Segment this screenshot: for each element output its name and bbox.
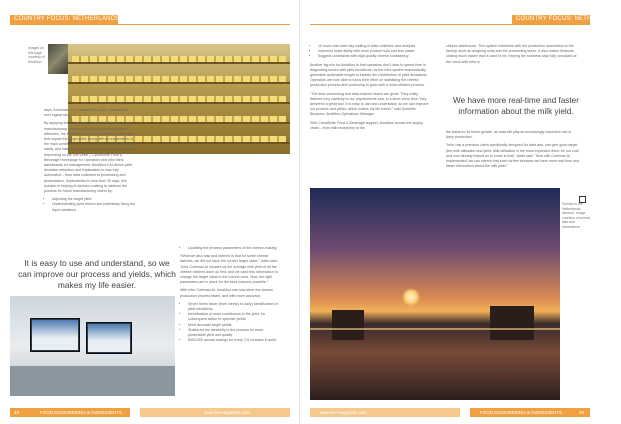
list-item: • €500,000 annual savings for every 1% increase in yield — [188, 338, 280, 343]
right-column-2-text — [446, 44, 580, 68]
bullet-list-c — [180, 302, 280, 344]
right-page — [300, 0, 621, 424]
list-item: • 10 hours lost each day waiting in data collection and analysis — [318, 44, 430, 49]
body-paragraph: Another big win for AmaMoo is that operators don't have to spend time in diagnosing issues with yield deviations, as the Infor system automatically generates actionable insight to explain the contributors to yield deviations. Operators are now able to focus their effort on stabilising the cheese production process and continuing to grow with a more efficient process. — [310, 62, 428, 88]
list-item: • Seven times faster (from weekly to daily) identification of yield deviations — [188, 302, 280, 312]
list-item: • Updating the process parameters of the cheese-making — [188, 246, 280, 251]
list-item: • More accurate target yields — [188, 323, 280, 328]
footer-page-number: 48 — [14, 410, 20, 415]
middle-column-text — [180, 246, 280, 346]
list-item: • Identification of main contributors to the yield, for subsequent action to optimise yields — [188, 312, 280, 322]
left-page — [0, 0, 300, 424]
header-section-label: COUNTRY FOCUS: NETHERLANDS — [512, 15, 590, 24]
left-column-text — [44, 108, 136, 216]
list-item: • Understanding yield drivers and potentially fixing the input variations — [52, 202, 136, 212]
image-credit-caption: Images on this page courtesy of AmaMoo — [28, 46, 45, 64]
pull-quote: It is easy to use and understand, so we can improve our process and yields, which makes my life easier. — [18, 258, 176, 290]
list-item: • Adjusting the target yield — [52, 197, 136, 202]
right-column-2-lower-text — [446, 130, 580, 172]
body-paragraph: cheese warehouse. This system interfaces with the production automation in the factory, such as weighing units and the proceeding lanes. It also makes financial closing much easier than it used to be, helping the business stay fully compliant at the cloud with Infor is — [446, 44, 577, 64]
intro-paragraph: days. Automation is in AmaMoo's nature, that was the next logical step. — [44, 108, 130, 118]
body-paragraph: With Infor Coleman AI, AmaMoo can now steer the cheese production process faster, and with more accuracy: — [180, 288, 274, 298]
body-paragraph: the basis for its future growth, as data will play an increasingly important role in dairy production. — [446, 130, 572, 140]
photo-caption: Sunrise in the Netherlands, inbound. Image courtesy of sunset-lake and dreamstime — [562, 202, 591, 229]
header-section-label: COUNTRY FOCUS: NETHERLANDS — [10, 15, 118, 24]
header-rule — [10, 24, 290, 25]
right-column-1-text — [310, 44, 430, 134]
small-photo — [48, 44, 68, 74]
body-paragraph: "The time-consuming and data-science teams are great. They really listened very carefully to our requirements and, in a short client time, they delivered a great tool. It is easy to use and understand, so we can improve our process and yields, which makes my life easier," said Quintelle Bloopers, AmaMoo Operations Manager. — [310, 91, 429, 117]
bullet-list-a — [44, 197, 136, 213]
footer-magazine-name: FOOD ENGINEERING & INGREDIENTS — [480, 410, 563, 415]
footer-magazine-name: FOOD ENGINEERING & INGREDIENTS — [40, 410, 123, 415]
footer-url: www.fei-magazine.com — [204, 410, 251, 415]
list-item: • Suggest constraints with high-quality cheese consistency — [318, 54, 430, 59]
body-paragraph: "Infor has a premium client-specifically designed for data and, can give good target (the milk utilisation and yield. Milk utilisation is the most important driver for our cost, and now already helped us to come in that," Aarts said. "Now with Coleman AI implemented, we can stretch that even further because we have more real-time and faster information about the milk yield." — [446, 143, 580, 169]
office-photo — [10, 296, 175, 396]
list-item: • Shattered the variability in the process for more predictable yield and quality — [188, 328, 280, 338]
footer-page-number: 49 — [579, 410, 585, 415]
top-bullet-list — [310, 44, 430, 60]
body-paragraph: "What we also saw and learned is that for some cheese batches, we did not have the correct target value," Aarts said. "Infor Coleman AI showed us the average milk yield of all the cheese batches done up first, and we used this information to change the target value to the correct ones. Now, the right parameters are in place for the best outcome possible." — [180, 254, 278, 285]
sunset-lake-photo — [310, 188, 560, 400]
pull-quote: We have more real-time and faster information about the milk yield. — [453, 96, 579, 116]
body-paragraph: By applying Infor Coleman AI-based intelligence to point manufacturing order schedules and other production attributes, the Machine Learning model detects batches that impact the target yield, along with an explanation of the main contributors to the calculation. This process can easily, and insights are delivered through Rule & Interface depending on the unit Level – CloudSuite Food & Beverage Homepage for Operators and Infor Birst dashboards for management. AmaMoo's AI-driven yield deviation detection and explanation is now fully automated – from data collection to processing and presentation. Implemented in less than 30 days, this solution is helping in decision making to address the process for future manufacturing orders by: — [44, 121, 136, 194]
footer-url: www.fei-magazine.com — [320, 410, 367, 415]
body-paragraph: With CloudSuite Food & Beverage support, AmaMoo across the supply chain – from milk receptions to the — [310, 120, 423, 130]
list-item: • Improved scale ability with more product sold and less waste — [318, 49, 430, 54]
header-rule — [310, 24, 590, 25]
bullet-list-b — [180, 246, 280, 251]
